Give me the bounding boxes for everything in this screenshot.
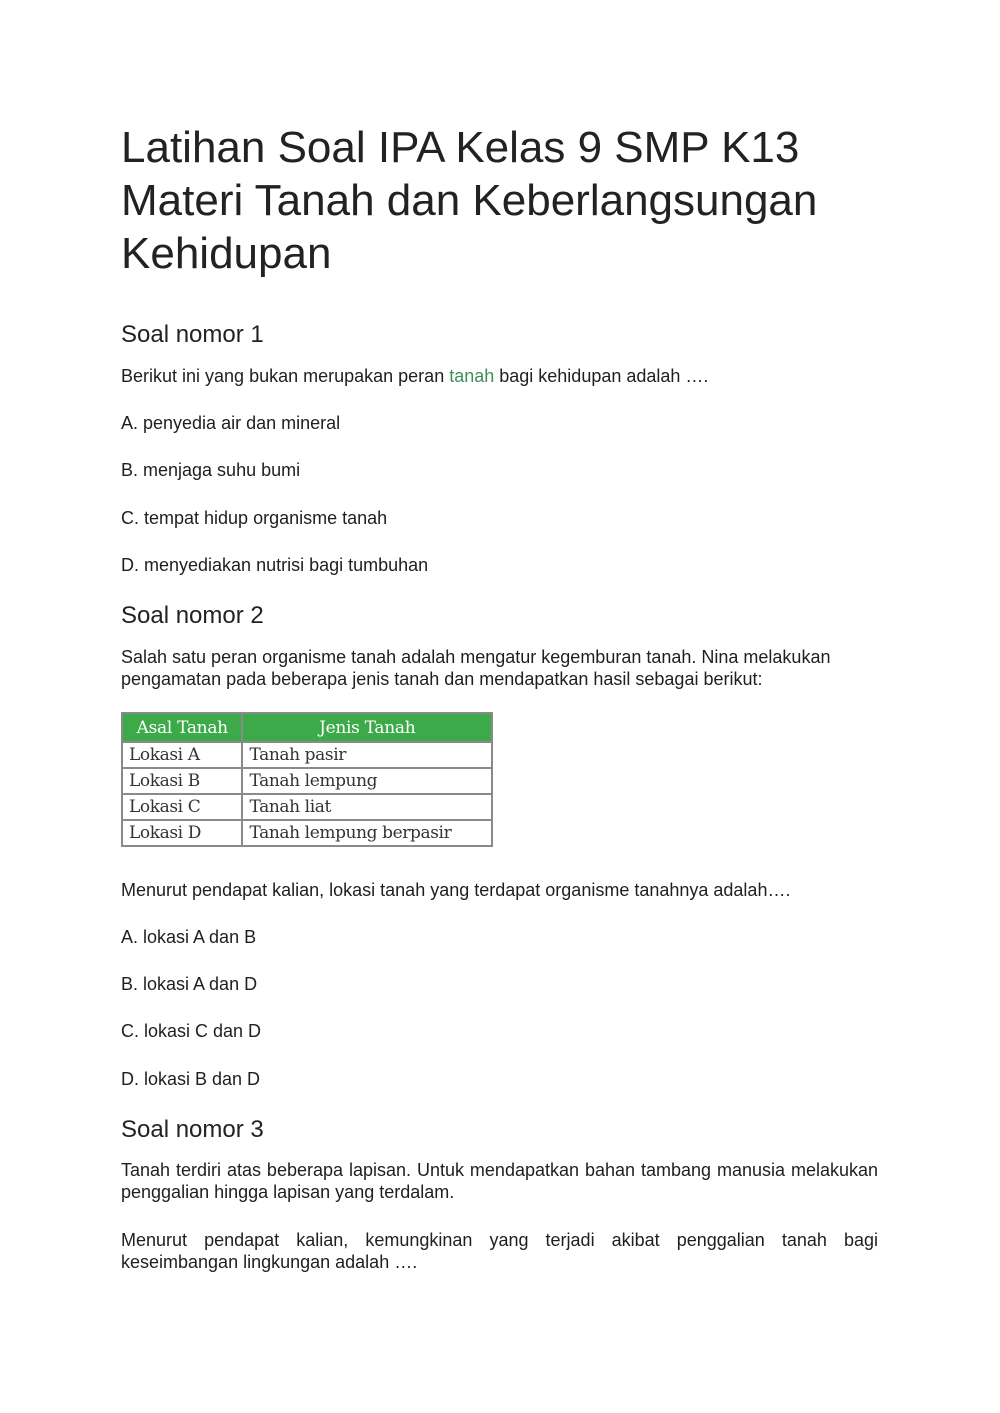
q1-option-d: D. menyediakan nutrisi bagi tumbuhan	[121, 555, 429, 575]
q2-option-b: B. lokasi A dan D	[121, 974, 258, 994]
q1-question-text-after: bagi kehidupan adalah ….	[494, 366, 709, 386]
table-cell: Lokasi C	[122, 794, 242, 820]
table-cell: Tanah pasir	[242, 742, 492, 768]
table-header-asal: Asal Tanah	[122, 713, 242, 742]
q2-question: Menurut pendapat kalian, lokasi tanah yang terdapat organisme tanahnya adalah….	[121, 880, 791, 900]
q1-heading: Soal nomor 1	[121, 321, 264, 348]
table-cell: Tanah liat	[242, 794, 492, 820]
table-cell: Tanah lempung	[242, 768, 492, 794]
table-cell: Lokasi D	[122, 820, 242, 846]
q1-option-c: C. tempat hidup organisme tanah	[121, 508, 388, 528]
table-row	[122, 768, 492, 794]
table-cell: Lokasi B	[122, 768, 242, 794]
tanah-link[interactable]: tanah	[449, 366, 495, 386]
table-row	[122, 742, 492, 768]
q2-intro: Salah satu peran organisme tanah adalah mengatur kegemburan tanah. Nina melakukan pengamatan pada beberapa jenis tanah dan mendapatkan hasil sebagai berikut:	[121, 647, 831, 689]
table-row	[122, 794, 492, 820]
q2-option-a: A. lokasi A dan B	[121, 927, 257, 947]
q1-option-a: A. penyedia air dan mineral	[121, 413, 341, 433]
table-cell: Tanah lempung berpasir	[242, 820, 492, 846]
q1-question	[121, 365, 878, 387]
page-title	[121, 121, 878, 280]
q2-heading: Soal nomor 2	[121, 602, 264, 629]
soil-table-image	[121, 712, 494, 853]
table-header-row	[122, 713, 492, 742]
q3-question: Menurut pendapat kalian, kemungkinan yang terjadi akibat penggalian tanah bagi keseimbangan lingkungan adalah ….	[121, 1230, 878, 1272]
q3-intro: Tanah terdiri atas beberapa lapisan. Untuk mendapatkan bahan tambang manusia melakukan penggalian hingga lapisan yang terdalam.	[121, 1160, 878, 1202]
title-line-1: Latihan Soal IPA Kelas 9 SMP K13	[121, 123, 800, 172]
q2-option-d: D. lokasi B dan D	[121, 1069, 261, 1089]
q1-question-text-before: Berikut ini yang bukan merupakan peran	[121, 366, 450, 386]
q2-option-c: C. lokasi C dan D	[121, 1021, 262, 1041]
table-header-jenis: Jenis Tanah	[242, 713, 492, 742]
table-row	[122, 820, 492, 846]
title-line-3: Kehidupan	[121, 229, 332, 278]
table-cell: Lokasi A	[122, 742, 242, 768]
soil-table	[121, 712, 493, 847]
title-line-2: Materi Tanah dan Keberlangsungan	[121, 176, 818, 225]
q3-heading: Soal nomor 3	[121, 1116, 264, 1143]
q1-option-b: B. menjaga suhu bumi	[121, 460, 301, 480]
